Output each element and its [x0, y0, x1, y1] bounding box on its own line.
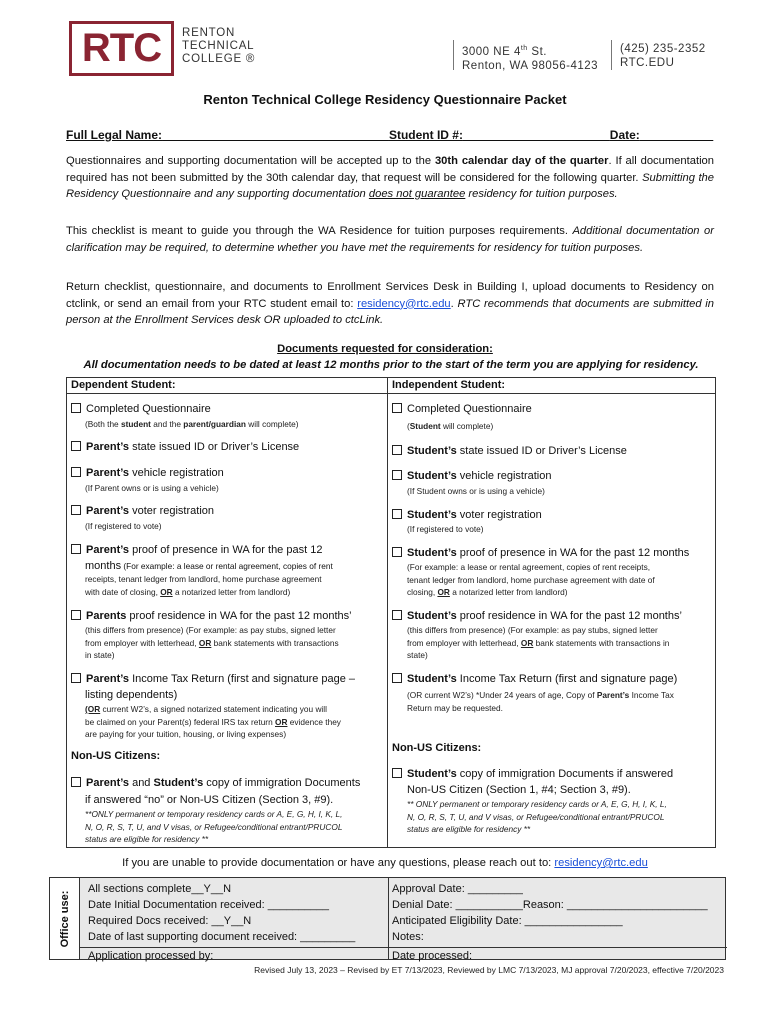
contact-email-link[interactable]: residency@rtc.edu	[554, 857, 648, 869]
dependent-presence-item: Parent’s proof of presence in WA for the past 12	[71, 543, 322, 557]
independent-presence-item: Student’s proof of presence in WA for the past 12 months	[392, 546, 689, 560]
dependent-voter-note: (If registered to vote)	[85, 521, 162, 531]
dependent-tax-note: (OR current W2’s, a signed notarized statement indicating you will be claimed on your Parent(s) federal IRS tax return OR evidence they are paying for your tuition, housing, or living expenses)	[85, 704, 341, 739]
guide-paragraph: This checklist is meant to guide you through the WA Residence for tuition purposes requirements. Additional documentation or clarification may be required, to determine whether you have met the requirements for residency for tuition purposes.	[66, 225, 714, 254]
dependent-presence-note: receipts, tenant ledger from landlord, home purchase agreement with date of closing, OR a notarized letter from landlord)	[85, 574, 322, 597]
logo-text: RTC	[81, 26, 162, 70]
dependent-immigration-note: **ONLY permanent or temporary residency cards or A, E, G, H, I, K, L, N, O, R, S, T, U, and V visas, or Refugee/conditional entrant/PRUCOL status are eligible for residency **	[85, 809, 343, 844]
dependent-presence-line2: months (For example: a lease or rental agreement, copies of rent	[85, 560, 333, 572]
required-docs-field[interactable]: Required Docs received: __Y__N	[88, 915, 252, 927]
dependent-non-us-heading: Non-US Citizens:	[71, 750, 161, 762]
documents-table	[66, 377, 716, 848]
independent-questionnaire-note: (Student will complete)	[407, 421, 494, 431]
independent-tax-item: Student’s Income Tax Return (first and signature page)	[392, 672, 677, 686]
independent-questionnaire: Completed Questionnaire	[392, 402, 532, 416]
rtc-logo	[69, 21, 174, 76]
last-doc-date-field[interactable]: Date of last supporting document received: _________	[88, 931, 356, 943]
office-right-fields	[392, 881, 708, 945]
approval-date-field[interactable]: Approval Date: _________	[392, 883, 523, 895]
deadline-paragraph: Questionnaires and supporting documentation will be accepted up to the 30th calendar day of the quarter. If all documentation required has not been submitted by the 30th calendar day, that request will be considered for the following quarter. Submitting the Residency Questionnaire and any supporting documentation does not guarantee residency for tuition purposes.	[66, 155, 714, 200]
header-divider	[611, 40, 612, 70]
independent-residence-item: Student’s proof residence in WA for the past 12 months’	[392, 609, 682, 623]
return-paragraph: Return checklist, questionnaire, and documents to Enrollment Services Desk in Building I, upload documents to Residency on ctclink, or send an email from your RTC student email to: residency@rtc.edu. RTC recommends that documents are submitted in person at the Enrollment Services desk OR uploaded to ctcLink.	[66, 281, 714, 326]
college-name: RENTON TECHNICAL COLLEGE ®	[182, 27, 256, 65]
processed-by-field[interactable]: Application processed by:	[88, 950, 214, 962]
dependent-residence-item: Parents proof residence in WA for the past 12 months’	[71, 609, 352, 623]
column-divider	[387, 378, 388, 847]
notes-field[interactable]: Notes:	[392, 931, 424, 943]
checkbox[interactable]	[392, 445, 402, 455]
checkbox[interactable]	[71, 441, 81, 451]
checkbox[interactable]	[71, 544, 81, 554]
documents-subheading: All documentation needs to be dated at least 12 months prior to the start of the term you are applying for residency.	[83, 359, 699, 371]
dependent-immigration-line2: if answered “no” or Non-US Citizen (Section 3, #9).	[85, 794, 334, 806]
checkbox[interactable]	[71, 673, 81, 683]
checkbox[interactable]	[71, 467, 81, 477]
office-left-fields	[88, 881, 355, 945]
office-use-box	[49, 877, 726, 960]
independent-immigration-item: Student’s copy of immigration Documents if answered	[392, 767, 673, 781]
independent-vehicle-item: Student’s vehicle registration	[392, 469, 552, 483]
office-use-label: Office use:	[50, 878, 80, 959]
checkbox[interactable]	[392, 673, 402, 683]
independent-non-us-heading: Non-US Citizens:	[392, 742, 482, 754]
checkbox[interactable]	[392, 768, 402, 778]
identity-fields	[66, 128, 713, 142]
independent-voter-note: (If registered to vote)	[407, 524, 484, 534]
page-title: Renton Technical College Residency Questionnaire Packet	[203, 92, 567, 107]
checkbox[interactable]	[71, 610, 81, 620]
phone: (425) 235-2352	[620, 43, 706, 55]
denial-date-field[interactable]: Denial Date: ___________Reason: _______________________	[392, 899, 708, 911]
dependent-tax-item: Parent’s Income Tax Return (first and signature page –	[71, 672, 355, 686]
dependent-student-heading: Dependent Student:	[71, 379, 176, 391]
contact-info	[620, 42, 706, 70]
address	[462, 42, 598, 73]
dependent-questionnaire-note: (Both the student and the parent/guardian will complete)	[85, 419, 299, 429]
dependent-residence-note: (this differs from presence) (For example: as pay stubs, signed letter from employer with letterhead, OR bank statements with transactions in state)	[85, 625, 339, 660]
checkbox[interactable]	[71, 777, 81, 787]
dependent-id-item: Parent’s state issued ID or Driver’s License	[71, 440, 299, 454]
checkbox[interactable]	[392, 547, 402, 557]
documents-heading: Documents requested for consideration:	[277, 343, 493, 355]
independent-id-item: Student’s state issued ID or Driver’s License	[392, 444, 627, 458]
name-label[interactable]: Full Legal Name:__________________________________	[66, 128, 389, 142]
header-divider	[67, 393, 715, 394]
independent-voter-item: Student’s voter registration	[392, 508, 542, 522]
dependent-questionnaire: Completed Questionnaire	[71, 402, 211, 416]
address-line1: 3000 NE 4th St.	[462, 45, 547, 58]
checkbox[interactable]	[392, 470, 402, 480]
dependent-immigration-item: Parent’s and Student’s copy of immigration Documents	[71, 776, 360, 790]
independent-residence-note: (this differs from presence) (For example: as pay stubs, signed letter from employer with letterhead, OR bank statements with transactions in state)	[407, 625, 670, 660]
checkbox[interactable]	[71, 403, 81, 413]
independent-immigration-line2: Non-US Citizen (Section 1, #4; Section 3, #9).	[407, 784, 631, 796]
checkbox[interactable]	[392, 403, 402, 413]
checkbox[interactable]	[392, 509, 402, 519]
header-divider	[453, 40, 454, 70]
independent-presence-note: (For example: a lease or rental agreement, copies of rent receipts, tenant ledger from landlord, home purchase agreement with date of closing, OR a notarized letter from landlord)	[407, 562, 655, 597]
dependent-voter-item: Parent’s voter registration	[71, 504, 214, 518]
independent-student-heading: Independent Student:	[392, 379, 506, 391]
independent-immigration-note: ** ONLY permanent or temporary residency cards or A, E, G, H, I, K, L, N, O, R, S, T, U, and V visas, or Refugee/conditional entrant/PRUCOL status are eligible for residency **	[407, 799, 667, 834]
dependent-vehicle-item: Parent’s vehicle registration	[71, 466, 224, 480]
checkbox[interactable]	[392, 610, 402, 620]
student-id-label[interactable]: Student ID #:______________________	[388, 128, 610, 142]
independent-vehicle-note: (If Student owns or is using a vehicle)	[407, 486, 545, 496]
dependent-vehicle-note: (If Parent owns or is using a vehicle)	[85, 483, 219, 493]
checkbox[interactable]	[71, 505, 81, 515]
revision-footer: Revised July 13, 2023 – Revised by ET 7/13/2023, Reviewed by LMC 7/13/2023, MJ approval 7/20/2023, effective 7/20/2023	[254, 965, 724, 975]
date-processed-field[interactable]: Date processed:	[392, 950, 473, 962]
sections-complete-field[interactable]: All sections complete__Y__N	[88, 883, 232, 895]
eligibility-date-field[interactable]: Anticipated Eligibility Date: ________________	[392, 915, 623, 927]
website: RTC.EDU	[620, 57, 675, 69]
address-line2: Renton, WA 98056-4123	[462, 59, 599, 72]
residency-email-link[interactable]: residency@rtc.edu	[357, 297, 451, 310]
dependent-tax-line2: listing dependents)	[85, 689, 178, 701]
date-label[interactable]: Date:___________	[609, 128, 714, 142]
independent-tax-note: (OR current W2’s) *Under 24 years of age, Copy of Parent’s Income Tax Return may be requested.	[407, 690, 674, 713]
initial-doc-date-field[interactable]: Date Initial Documentation received: __________	[88, 899, 329, 911]
contact-line: If you are unable to provide documentation or have any questions, please reach out to: residency@rtc.edu	[122, 857, 648, 869]
